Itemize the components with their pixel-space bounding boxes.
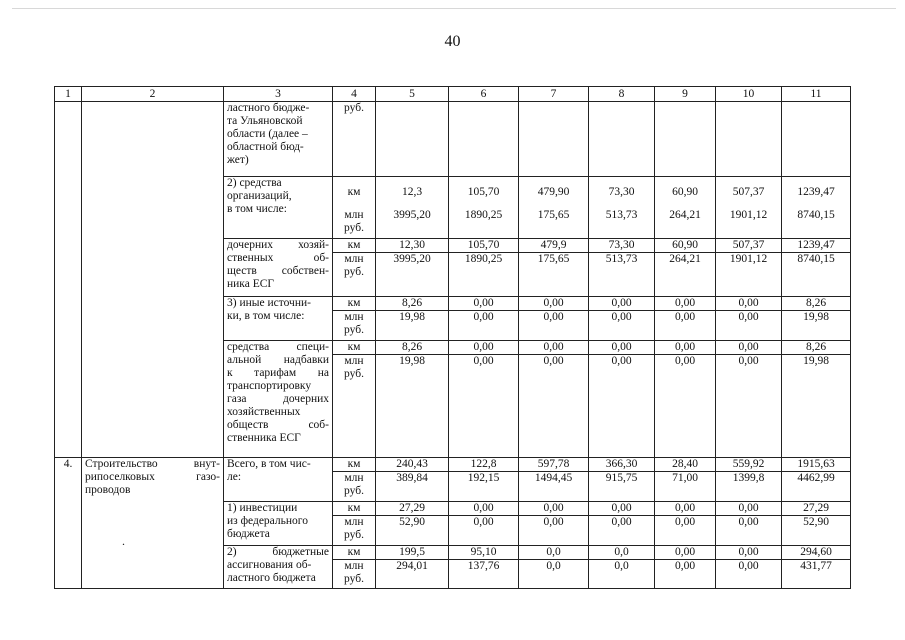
value-cell: 8,26	[782, 297, 851, 311]
value-cell: 199,5	[376, 546, 449, 560]
value-cell: 1239,47	[782, 177, 851, 209]
col-header: 9	[655, 87, 716, 102]
cell	[449, 102, 519, 177]
value-cell: 0,00	[716, 546, 782, 560]
value-cell: 264,21	[655, 253, 716, 297]
value-cell: 1399,8	[716, 472, 782, 502]
section-number: 4.	[55, 458, 82, 589]
value-cell: 73,30	[589, 239, 655, 253]
value-cell: 8,26	[376, 297, 449, 311]
value-cell: 1901,12	[716, 253, 782, 297]
value-cell: 52,90	[376, 516, 449, 546]
value-cell: 0,00	[519, 341, 589, 355]
value-cell: 0,0	[519, 560, 589, 589]
value-cell: 0,00	[655, 560, 716, 589]
data-table	[54, 86, 851, 589]
col-header: 8	[589, 87, 655, 102]
value-cell: 192,15	[449, 472, 519, 502]
value-cell: 0,00	[519, 297, 589, 311]
value-cell: 1890,25	[449, 253, 519, 297]
value-cell: 240,43	[376, 458, 449, 472]
value-cell: 8,26	[782, 341, 851, 355]
value-cell: 0,00	[655, 355, 716, 458]
section-title: Строительство внут- рипоселковых газо- проводов	[82, 458, 224, 589]
value-cell: 0,00	[449, 502, 519, 516]
cell	[55, 102, 82, 458]
value-cell: 294,60	[782, 546, 851, 560]
unit-cell: млн руб.	[333, 311, 376, 341]
value-cell: 0,00	[716, 341, 782, 355]
value-cell: 12,30	[376, 239, 449, 253]
value-cell: 507,37	[716, 239, 782, 253]
value-cell: 4462,99	[782, 472, 851, 502]
value-cell: 28,40	[655, 458, 716, 472]
unit-cell: км	[333, 458, 376, 472]
value-cell: 175,65	[519, 209, 589, 239]
value-cell: 0,00	[716, 355, 782, 458]
cell	[82, 102, 224, 458]
cell	[519, 102, 589, 177]
unit-cell: км	[333, 297, 376, 311]
row-label: Всего, в том чис- ле:	[224, 458, 333, 502]
value-cell: 105,70	[449, 239, 519, 253]
cell	[589, 102, 655, 177]
table-row	[55, 102, 851, 177]
stray-dot: .	[122, 534, 125, 548]
header-row	[55, 87, 851, 102]
value-cell: 137,76	[449, 560, 519, 589]
value-cell: 0,00	[589, 297, 655, 311]
value-cell: 105,70	[449, 177, 519, 209]
value-cell: 60,90	[655, 177, 716, 209]
value-cell: 513,73	[589, 209, 655, 239]
value-cell: 3995,20	[376, 209, 449, 239]
col-header: 4	[333, 87, 376, 102]
value-cell: 0,00	[655, 311, 716, 341]
unit-cell: км	[333, 341, 376, 355]
value-cell: 0,00	[589, 502, 655, 516]
value-cell: 8,26	[376, 341, 449, 355]
value-cell: 366,30	[589, 458, 655, 472]
col-header: 1	[55, 87, 82, 102]
value-cell: 0,00	[519, 311, 589, 341]
col-header: 6	[449, 87, 519, 102]
value-cell: 915,75	[589, 472, 655, 502]
row-label: дочерних хозяй- ственных об- ществ собствен- ника ЕСГ	[224, 239, 333, 297]
value-cell: 19,98	[376, 311, 449, 341]
unit-cell: км	[333, 502, 376, 516]
value-cell: 12,3	[376, 177, 449, 209]
value-cell: 0,00	[589, 341, 655, 355]
table-row	[55, 458, 851, 472]
value-cell: 479,90	[519, 177, 589, 209]
value-cell: 0,00	[655, 297, 716, 311]
value-cell: 95,10	[449, 546, 519, 560]
value-cell: 0,00	[589, 355, 655, 458]
value-cell: 52,90	[782, 516, 851, 546]
value-cell: 0,00	[519, 502, 589, 516]
unit-cell: млн руб.	[333, 472, 376, 502]
value-cell: 0,00	[655, 516, 716, 546]
row-label: 3) иные источни- ки, в том числе:	[224, 297, 333, 341]
row-label: 1) инвестиции из федерального бюджета	[224, 502, 333, 546]
value-cell: 71,00	[655, 472, 716, 502]
value-cell: 27,29	[782, 502, 851, 516]
col-header: 3	[224, 87, 333, 102]
value-cell: 0,00	[449, 516, 519, 546]
value-cell: 0,00	[449, 341, 519, 355]
value-cell: 73,30	[589, 177, 655, 209]
unit-cell: км	[333, 177, 376, 209]
unit-cell: млн руб.	[333, 355, 376, 458]
unit-cell: млн руб.	[333, 209, 376, 239]
col-header: 11	[782, 87, 851, 102]
unit-cell: руб.	[333, 102, 376, 177]
value-cell: 122,8	[449, 458, 519, 472]
value-cell: 389,84	[376, 472, 449, 502]
value-cell: 0,00	[655, 546, 716, 560]
value-cell: 0,00	[716, 502, 782, 516]
row-label: средства специ- альной надбавки к тарифам на транспортировку газа дочерних хозяйственных обществ соб- ственника ЕСГ	[224, 341, 333, 458]
page-number: 40	[444, 33, 461, 50]
value-cell: 0,00	[716, 560, 782, 589]
value-cell: 0,00	[716, 311, 782, 341]
value-cell: 1901,12	[716, 209, 782, 239]
value-cell: 431,77	[782, 560, 851, 589]
value-cell: 175,65	[519, 253, 589, 297]
value-cell: 264,21	[655, 209, 716, 239]
row-label: 2) бюджетные ассигнования об- ластного бюджета	[224, 546, 333, 589]
value-cell: 0,00	[449, 311, 519, 341]
unit-cell: млн руб.	[333, 516, 376, 546]
value-cell: 0,0	[589, 560, 655, 589]
cell	[782, 102, 851, 177]
value-cell: 0,00	[716, 516, 782, 546]
value-cell: 507,37	[716, 177, 782, 209]
value-cell: 0,00	[716, 297, 782, 311]
unit-cell: км	[333, 546, 376, 560]
value-cell: 0,0	[589, 546, 655, 560]
value-cell: 19,98	[782, 311, 851, 341]
value-cell: 1890,25	[449, 209, 519, 239]
col-header: 10	[716, 87, 782, 102]
value-cell: 60,90	[655, 239, 716, 253]
row-label: 2) средства организаций, в том числе:	[224, 177, 333, 239]
cell	[655, 102, 716, 177]
value-cell: 3995,20	[376, 253, 449, 297]
value-cell: 1239,47	[782, 239, 851, 253]
value-cell: 0,00	[655, 341, 716, 355]
value-cell: 559,92	[716, 458, 782, 472]
value-cell: 294,01	[376, 560, 449, 589]
unit-cell: млн руб.	[333, 560, 376, 589]
value-cell: 1494,45	[519, 472, 589, 502]
value-cell: 0,00	[589, 311, 655, 341]
value-cell: 0,00	[449, 297, 519, 311]
value-cell: 513,73	[589, 253, 655, 297]
col-header: 7	[519, 87, 589, 102]
row-label: ластного бюдже- та Ульяновской области (далее – областной бюд- жет)	[224, 102, 333, 177]
value-cell: 597,78	[519, 458, 589, 472]
col-header: 2	[82, 87, 224, 102]
value-cell: 0,0	[519, 546, 589, 560]
cell	[376, 102, 449, 177]
value-cell: 8740,15	[782, 209, 851, 239]
value-cell: 0,00	[655, 502, 716, 516]
value-cell: 27,29	[376, 502, 449, 516]
value-cell: 0,00	[589, 516, 655, 546]
value-cell: 479,9	[519, 239, 589, 253]
unit-cell: км	[333, 239, 376, 253]
value-cell: 0,00	[519, 355, 589, 458]
value-cell: 19,98	[376, 355, 449, 458]
value-cell: 0,00	[519, 516, 589, 546]
value-cell: 8740,15	[782, 253, 851, 297]
value-cell: 1915,63	[782, 458, 851, 472]
cell	[716, 102, 782, 177]
value-cell: 19,98	[782, 355, 851, 458]
unit-cell: млн руб.	[333, 253, 376, 297]
col-header: 5	[376, 87, 449, 102]
value-cell: 0,00	[449, 355, 519, 458]
